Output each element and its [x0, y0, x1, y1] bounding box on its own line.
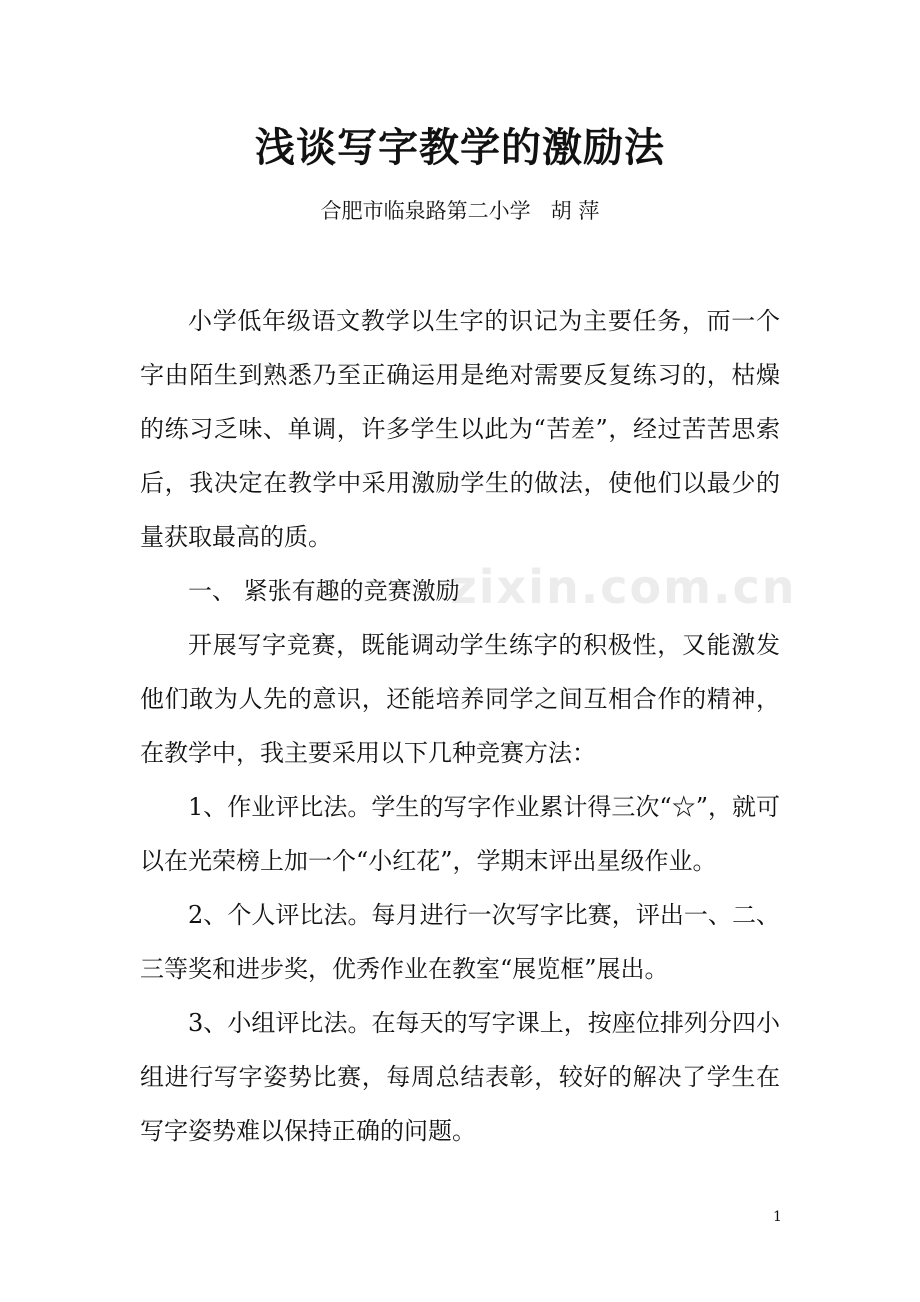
paragraph-method-2: 2、个人评比法。每月进行一次写字比赛，评出一、二、三等奖和进步奖，优秀作业在教室“展览框”展出。	[140, 901, 780, 983]
document-title: 浅谈写字教学的激励法	[255, 124, 665, 171]
page-number: 1	[773, 1209, 782, 1225]
section-heading: 一、 紧张有趣的竞赛激励	[188, 577, 460, 605]
author-byline: 合肥市临泉路第二小学 胡 萍	[320, 199, 600, 223]
paragraph-method-1: 1、作业评比法。学生的写字作业累计得三次“☆”，就可以在光荣榜上加一个“小红花”，学期末评出星级作业。	[140, 793, 780, 875]
paragraph-competition: 开展写字竞赛，既能调动学生练字的积极性，又能激发他们敢为人先的意识，还能培养同学之间互相合作的精神，在教学中，我主要采用以下几种竞赛方法：	[140, 631, 780, 767]
watermark: zixin.com.cn	[450, 560, 797, 614]
paragraph-intro: 小学低年级语文教学以生字的识记为主要任务，而一个字由陌生到熟悉乃至正确运用是绝对需要反复练习的，枯燥的练习乏味、单调，许多学生以此为“苦差”，经过苦苦思索后，我决定在教学中采用激励学生的做法，使他们以最少的量获取最高的质。	[140, 307, 780, 551]
document-body	[140, 294, 780, 1158]
paragraph-method-3: 3、小组评比法。在每天的写字课上，按座位排列分四小组进行写字姿势比赛，每周总结表彰，较好的解决了学生在写字姿势难以保持正确的问题。	[140, 1009, 780, 1145]
